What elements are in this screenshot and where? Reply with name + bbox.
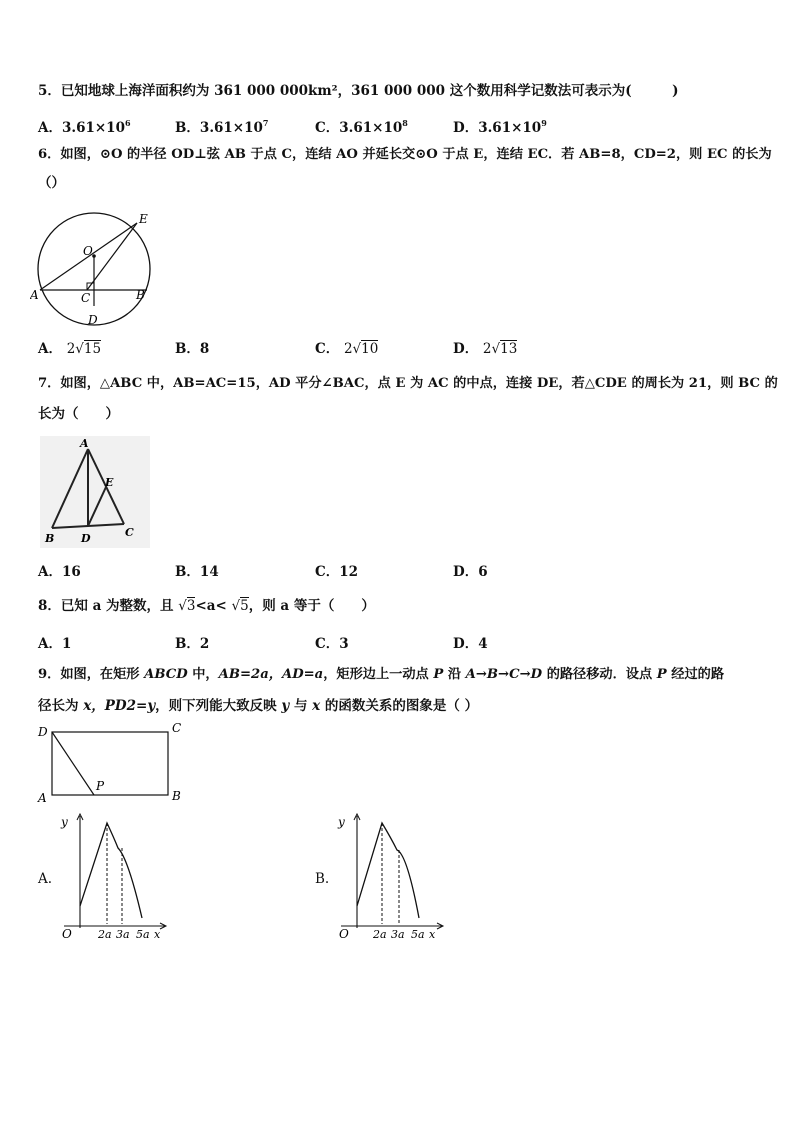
radical-icon: √ bbox=[491, 341, 501, 357]
q7-stem-line1: 7．如图，△ABC 中，AB=AC=15，AD 平分∠BAC，点 E 为 AC 的中点，连接 DE，若△CDE 的周长为 21，则 BC 的 bbox=[38, 376, 778, 391]
q5-option-c[interactable]: C．$3.61\times 10^8$ bbox=[315, 118, 408, 136]
q9b-label-y: y bbox=[338, 815, 345, 829]
radical-icon: √ bbox=[178, 598, 187, 614]
q6-stem-line2: （） bbox=[38, 175, 65, 191]
q9a-tick-3a: 3a bbox=[116, 928, 130, 941]
q9b-tick-3a: 3a bbox=[391, 928, 405, 941]
q8-option-a[interactable]: A．1 bbox=[38, 636, 72, 652]
radical-icon: √ bbox=[231, 598, 241, 614]
q9a-label-o: O bbox=[62, 927, 72, 941]
q9-label-b: B bbox=[172, 789, 181, 803]
q6-option-a[interactable]: A． 2√15 bbox=[38, 341, 102, 357]
q7-label-a: A bbox=[80, 437, 89, 450]
q9b-label-o: O bbox=[339, 927, 349, 941]
q6-label-o: O bbox=[83, 244, 93, 258]
q8-option-c[interactable]: C．3 bbox=[315, 636, 349, 652]
q7-label-d: D bbox=[81, 532, 91, 545]
q9-stem-line1: 9．如图，在矩形 ABCD 中，AB=2a，AD=a，矩形边上一动点 P 沿 A→B→C→D 的路径移动．设点 P 经过的路 bbox=[38, 667, 725, 682]
radical-icon: √ bbox=[75, 341, 84, 357]
q7-stem-line2: 长为（ ） bbox=[38, 406, 119, 422]
radical-icon: √ bbox=[352, 341, 362, 357]
q6-option-b[interactable]: B．8 bbox=[175, 341, 210, 357]
q9-label-a: A bbox=[38, 791, 47, 805]
q6-label-a: A bbox=[30, 288, 39, 302]
q7-label-e: E bbox=[105, 476, 114, 489]
q6-label-b: B bbox=[136, 288, 145, 302]
q9-label-c: C bbox=[172, 721, 182, 735]
q6-option-d[interactable]: D． 2√13 bbox=[453, 341, 518, 357]
q9-label-p: P bbox=[96, 779, 105, 793]
q9-label-d: D bbox=[38, 725, 48, 739]
q7-option-b[interactable]: B．14 bbox=[175, 564, 219, 580]
q9a-label-x: x bbox=[154, 928, 161, 941]
q7-triangle-figure bbox=[40, 436, 150, 548]
q6-circle-figure bbox=[30, 206, 165, 330]
q9-option-b-label[interactable]: B. bbox=[315, 871, 330, 887]
q6-label-c: C bbox=[81, 291, 91, 305]
q8-option-b[interactable]: B．2 bbox=[175, 636, 210, 652]
q7-label-b: B bbox=[45, 532, 55, 545]
q9a-tick-2a: 2a bbox=[98, 928, 112, 941]
q9a-tick-5a: 5a bbox=[136, 928, 150, 941]
q9-option-a-label[interactable]: A. bbox=[38, 871, 53, 887]
q7-option-d[interactable]: D．6 bbox=[453, 564, 488, 580]
q7-option-c[interactable]: C．12 bbox=[315, 564, 359, 580]
q9a-label-y: y bbox=[61, 815, 68, 829]
q6-label-e: E bbox=[139, 212, 148, 226]
q9-stem-line2: 径长为 x，PD2=y，则下列能大致反映 y 与 x 的函数关系的图象是（ ） bbox=[38, 698, 479, 714]
q9-option-a-graph[interactable] bbox=[58, 810, 173, 942]
q5-option-a[interactable]: A．$3.61\times 10^6$ bbox=[38, 118, 131, 136]
q9b-label-x: x bbox=[429, 928, 436, 941]
q5-stem: 5．已知地球上海洋面积约为 361 000 000km²，361 000 000 这个数用科学记数法可表示为( ) bbox=[38, 83, 679, 99]
q5-option-d[interactable]: D．$3.61\times 10^9$ bbox=[453, 118, 547, 136]
q6-option-c[interactable]: C． 2√10 bbox=[315, 341, 379, 357]
q6-stem-line1: 6．如图，⊙O 的半径 OD⊥弦 AB 于点 C，连结 AO 并延长交⊙O 于点 E，连结 EC．若 AB=8，CD=2，则 EC 的长为 bbox=[38, 147, 772, 162]
q8-option-d[interactable]: D．4 bbox=[453, 636, 488, 652]
q9-option-b-graph[interactable] bbox=[335, 810, 450, 942]
q9b-tick-2a: 2a bbox=[373, 928, 387, 941]
q7-option-a[interactable]: A．16 bbox=[38, 564, 81, 580]
q5-option-b[interactable]: B．$3.61\times 10^7$ bbox=[175, 118, 269, 136]
q6-label-d: D bbox=[88, 313, 98, 327]
q8-stem: 8．已知 a 为整数，且 √3<a< √5，则 a 等于（ ） bbox=[38, 598, 375, 614]
q7-label-c: C bbox=[125, 526, 134, 539]
q9b-tick-5a: 5a bbox=[411, 928, 425, 941]
q9-rectangle-figure bbox=[32, 718, 192, 808]
